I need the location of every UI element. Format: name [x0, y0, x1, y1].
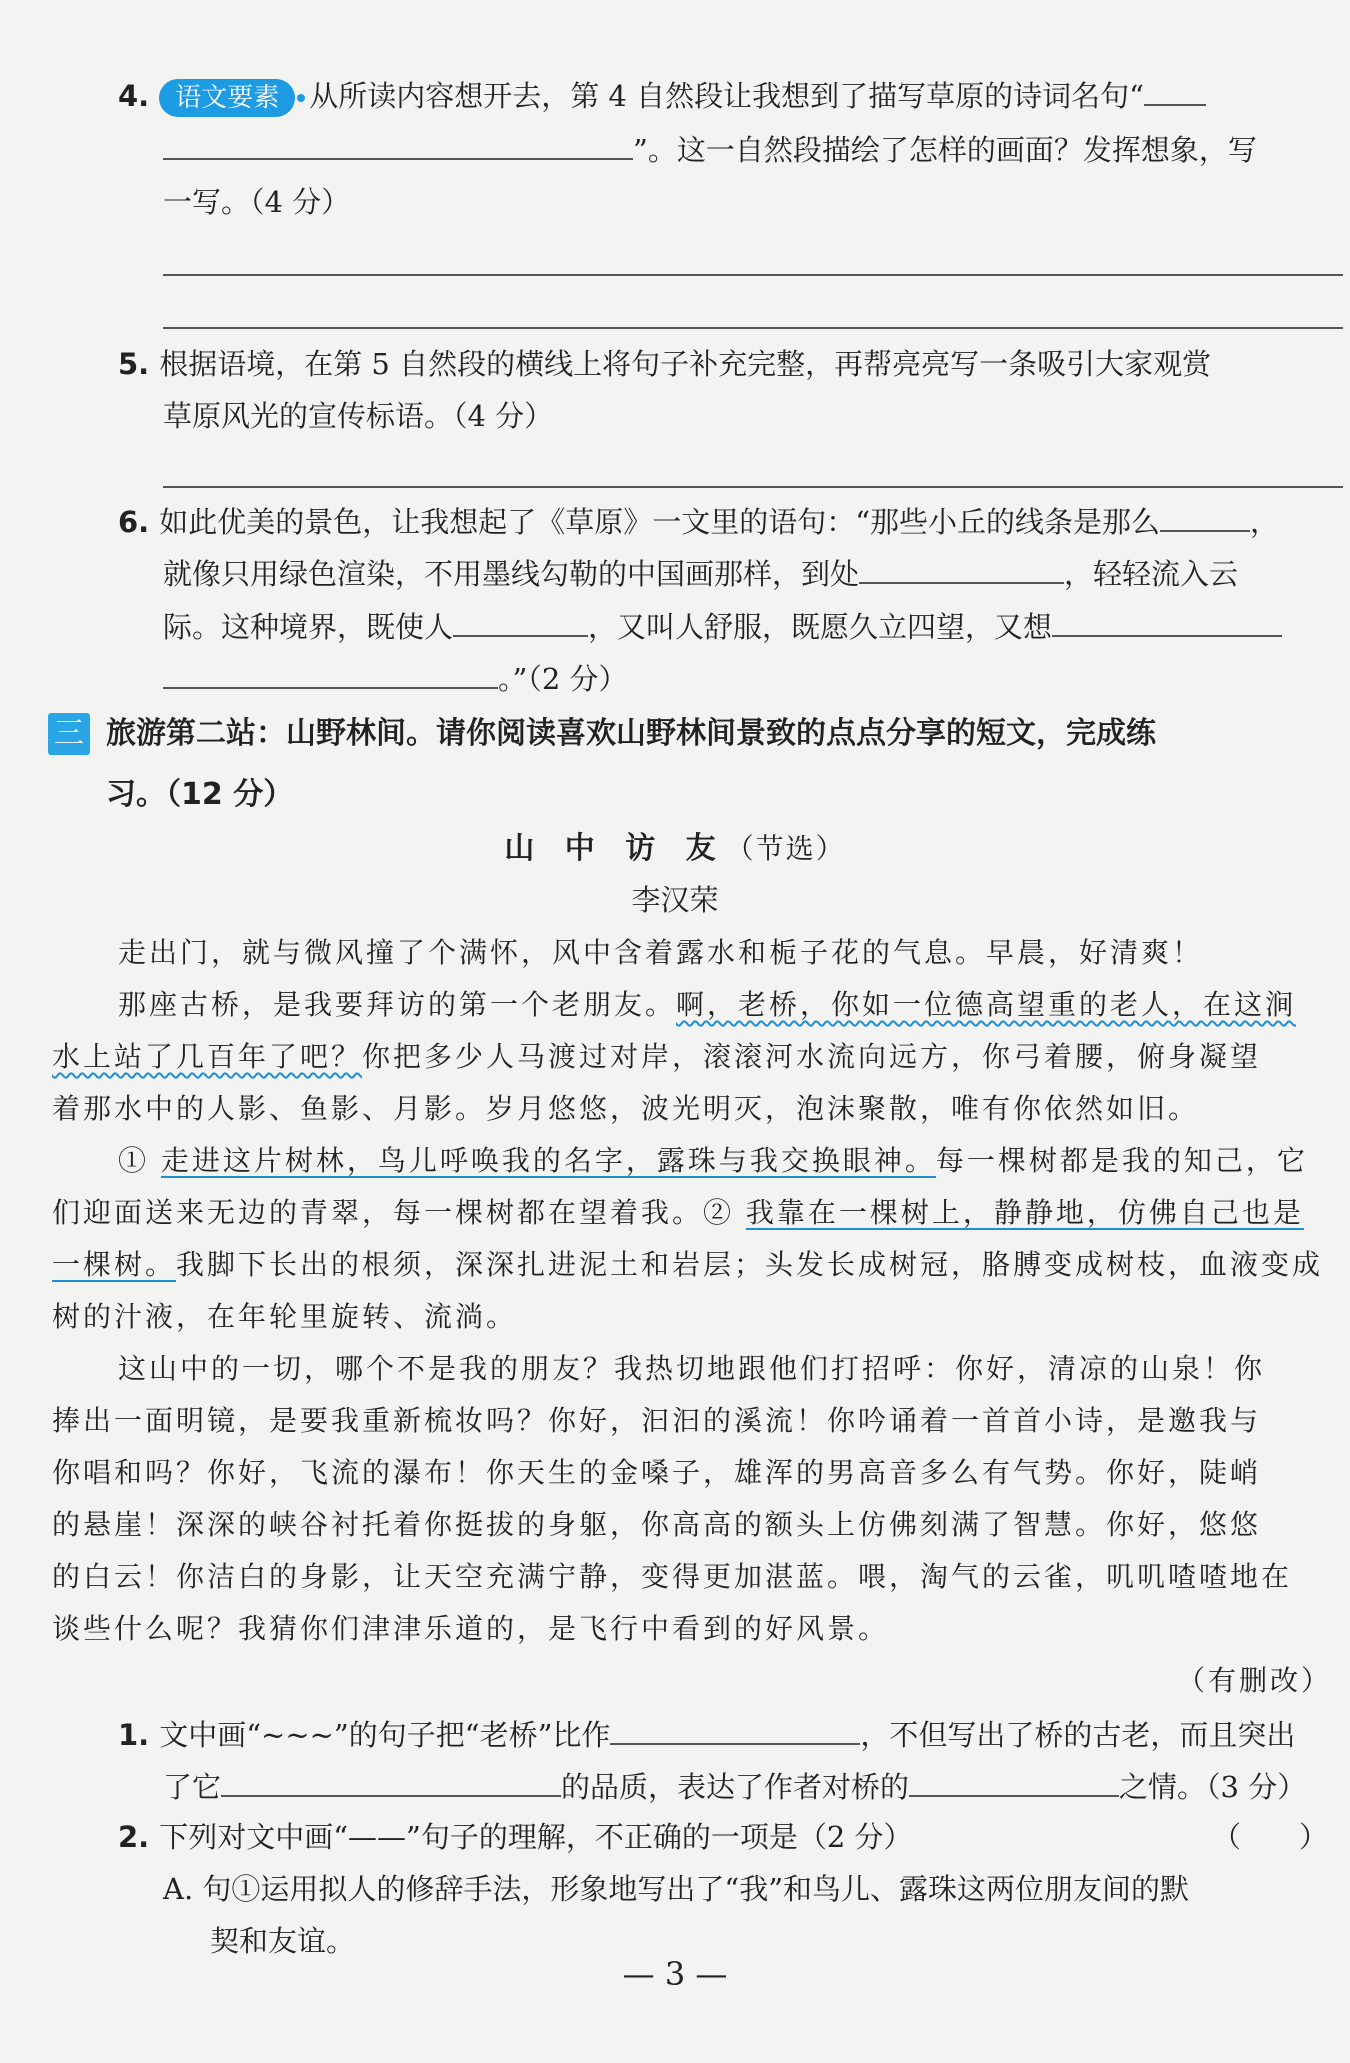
sq1-text-1a: 文中画“~~~”的句子把“老桥”比作	[159, 1718, 611, 1752]
q6-number: 6.	[118, 505, 150, 539]
underlined-sentence-2a: 我靠在一棵树上，静静地，仿佛自己也是	[745, 1196, 1304, 1229]
section3-heading-2	[106, 774, 293, 815]
sq1-line1	[118, 1713, 1295, 1755]
q6-line2	[163, 552, 1238, 594]
q4-number: 4.	[118, 79, 150, 113]
q6-blank-1[interactable]	[1160, 500, 1250, 532]
q6-text-3b: ，又叫人舒服，既愿久立四望，又想	[588, 610, 1053, 644]
story-p3-line4: 树的汁液，在年轮里旋转、流淌。	[52, 1300, 518, 1333]
q6-text-1b: ，	[1250, 505, 1280, 539]
language-element-tag: 语文要素	[159, 79, 295, 117]
story-p3-line2	[52, 1193, 1304, 1233]
story-title-text: 山 中 访 友	[504, 831, 726, 866]
q6-blank-5[interactable]	[163, 657, 498, 689]
story-p3-c: 每一棵树都是我的知己，它	[935, 1144, 1308, 1177]
sq1-blank-3[interactable]	[909, 1765, 1119, 1797]
sq1-text-2c: 之情。（3 分）	[1119, 1770, 1307, 1804]
q6-line4	[163, 657, 628, 699]
q5-line1	[118, 344, 1211, 384]
q4-text-1: 从所读内容想开去，第 4 自然段让我想到了描写草原的诗词名句“	[309, 79, 1144, 113]
q4-line3	[163, 182, 350, 222]
sq1-number: 1.	[118, 1718, 150, 1752]
story-p3-g: 我脚下长出的根须，深深扎进泥土和岩层；头发长成树冠，胳膊变成树枝，血液变成	[176, 1248, 1324, 1281]
story-p4-line6: 谈些什么呢？我猜你们津津乐道的，是飞行中看到的好风景。	[52, 1612, 890, 1645]
story-p3-line3	[52, 1245, 1323, 1285]
sq1-text-2b: 的品质，表达了作者对桥的	[561, 1770, 910, 1804]
sq1-text-2a: 了它	[163, 1770, 222, 1804]
wavy-underlined-sentence-1: 啊，老桥，你如一位德高望重的老人，在这涧	[676, 988, 1297, 1021]
q5-number: 5.	[118, 347, 150, 381]
q4-writing-line-1[interactable]	[163, 274, 1343, 276]
q6-blank-3[interactable]	[453, 605, 588, 637]
section3-heading-1: 旅游第二站：山野林间。请你阅读喜欢山野林间景致的点点分享的短文，完成练	[106, 716, 1156, 751]
story-p4-line4: 的悬崖！深深的峡谷衬托着你挺拔的身躯，你高高的额头上仿佛刻满了智慧。你好，悠悠	[52, 1508, 1262, 1541]
q5-writing-line[interactable]	[163, 486, 1343, 488]
sq2-answer-parentheses[interactable]: （ ）	[1211, 1820, 1328, 1854]
q4-writing-line-2[interactable]	[163, 327, 1343, 329]
q5-text-2: 草原风光的宣传标语。（4 分）	[163, 399, 554, 433]
sq1-line2	[163, 1765, 1306, 1807]
q5-line2	[163, 396, 553, 436]
q4-line2	[163, 128, 1257, 170]
story-p4-line1: 这山中的一切，哪个不是我的朋友？我热切地跟他们打招呼：你好，清凉的山泉！你	[118, 1352, 1266, 1385]
sq2-line1	[118, 1817, 913, 1857]
circled-1: ①	[118, 1144, 161, 1177]
underlined-sentence-2b: 一棵树。	[52, 1248, 177, 1281]
story-author: 李汉荣	[631, 883, 719, 917]
q6-text-4: 。”（2 分）	[498, 662, 628, 696]
wavy-underlined-sentence-2: 水上站了几百年了吧？	[52, 1040, 363, 1073]
story-p2-d: 你把多少人马渡过对岸，滚滚河水流向远方，你弓着腰，俯身凝望	[362, 1040, 1262, 1073]
q4-answer-blank-2[interactable]	[163, 128, 633, 160]
q6-text-3a: 际。这种境界，既使人	[163, 610, 454, 644]
q6-blank-4[interactable]	[1052, 605, 1282, 637]
sq2-number: 2.	[118, 1820, 150, 1854]
q6-line1	[118, 500, 1279, 542]
sq2-option-a-line1: A. 句①运用拟人的修辞手法，形象地写出了“我”和鸟儿、露珠这两位朋友间的默	[163, 1872, 1190, 1906]
q6-text-2a: 就像只用绿色渲染，不用墨线勾勒的中国画那样，到处	[163, 557, 860, 591]
q6-blank-2[interactable]	[859, 552, 1064, 584]
page-number: — 3 —	[622, 1955, 728, 1993]
story-p2-a: 那座古桥，是我要拜访的第一个老朋友。	[118, 988, 677, 1021]
q5-text-1: 根据语境，在第 5 自然段的横线上将句子补充完整，再帮亮亮写一条吸引大家观赏	[159, 347, 1212, 381]
story-title-note: （节选）	[725, 832, 846, 865]
section3-heading-2-text: 习。（12 分）	[106, 777, 294, 812]
q4-answer-blank-1[interactable]	[1144, 74, 1206, 106]
story-p3-d: 们迎面送来无边的青翠，每一棵树都在望着我。②	[52, 1196, 746, 1229]
q4-text-2: ”。这一自然段描绘了怎样的画面？发挥想象，写	[633, 133, 1257, 167]
story-p1: 走出门，就与微风撞了个满怀，风中含着露水和栀子花的气息。早晨，好清爽！	[118, 936, 1204, 969]
story-p2-line3: 着那水中的人影、鱼影、月影。岁月悠悠，波光明灭，泡沫聚散，唯有你依然如旧。	[52, 1092, 1200, 1125]
underlined-sentence-1: 走进这片树林，鸟儿呼唤我的名字，露珠与我交换眼神。	[160, 1144, 936, 1177]
edited-note: （有删改）	[1176, 1664, 1332, 1697]
sq1-text-1b: ，不但写出了桥的古老，而且突出	[860, 1718, 1296, 1752]
story-p4-line5: 的白云！你洁白的身影，让天空充满宁静，变得更加湛蓝。喂，淘气的云雀，叽叽喳喳地在	[52, 1560, 1293, 1593]
sq1-blank-1[interactable]	[610, 1713, 860, 1745]
story-p2-line2	[52, 1037, 1261, 1077]
sq2-option-a-line2: 契和友谊。	[210, 1924, 356, 1958]
q4-text-3: 一写。（4 分）	[163, 185, 351, 219]
story-p4-line3: 你唱和吗？你好，飞流的瀑布！你天生的金嗓子，雄浑的男高音多么有气势。你好，陡峭	[52, 1456, 1262, 1489]
sq1-blank-2[interactable]	[221, 1765, 561, 1797]
q4-line1	[118, 74, 1206, 117]
sq2-stem: 下列对文中画“——”句子的理解，不正确的一项是（2 分）	[159, 1820, 913, 1854]
story-p3-line1	[118, 1141, 1308, 1181]
story-title	[0, 828, 1350, 869]
section-badge: 三	[48, 713, 90, 755]
q6-text-1a: 如此优美的景色，让我想起了《草原》一文里的语句：“那些小丘的线条是那么	[159, 505, 1161, 539]
q6-line3	[163, 605, 1282, 647]
q6-text-2b: ，轻轻流入云	[1064, 557, 1239, 591]
story-p2-line1	[118, 985, 1296, 1025]
story-p4-line2: 捧出一面明镜，是要我重新梳妆吗？你好，汩汩的溪流！你吟诵着一首首小诗，是邀我与	[52, 1404, 1262, 1437]
